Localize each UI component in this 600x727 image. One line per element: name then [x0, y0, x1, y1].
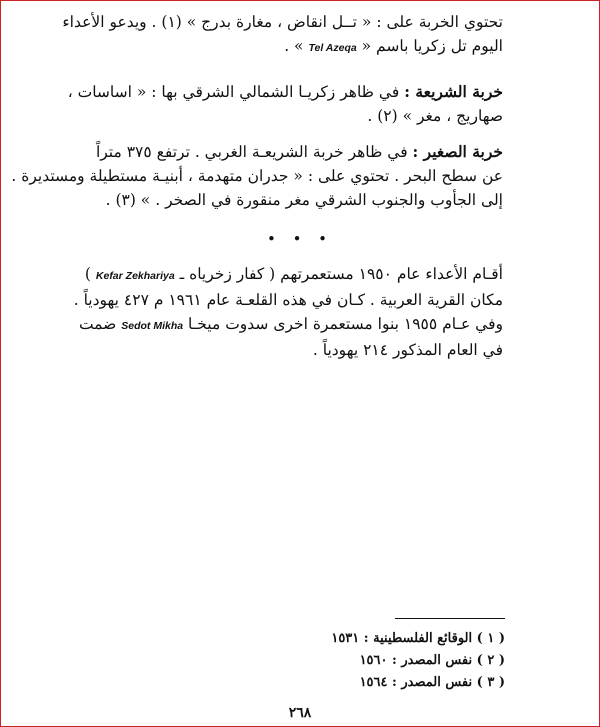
text-segment: وفي عـام ١٩٥٥ بنوا مستعمرة اخرى سدوت ميخـا: [188, 315, 503, 333]
entry-term: خربة الصغير :: [412, 142, 503, 161]
text-line: صهاريج ، مغر » (٢) .: [367, 107, 503, 125]
section-separator: • • •: [266, 230, 334, 248]
text-segment: اليوم تل زكريا باسم «: [361, 37, 503, 55]
text-segment: في ظاهر زكريـا الشمالي الشرقي بها : « اساسات ،: [67, 83, 400, 101]
text-line: مكان القرية العربية . كـان في هذه القلعـة عام ١٩٦١ م ٤٢٧ يهودياً .: [73, 291, 503, 309]
paragraph-settlements: [73, 262, 503, 362]
footnote-rule: [395, 618, 505, 619]
text-line: تحتوي الخربة على : « تــل انقاض ، مغارة بدرج » (١) . ويدعو الأعداء: [62, 13, 503, 31]
text-line: [67, 80, 503, 104]
footnote-1: ( ١ ) الوقائع الفلسطينية : ١٥٣١: [331, 631, 505, 646]
page-number: ٢٦٨: [288, 705, 312, 721]
footnote-2: ( ٢ ) نفس المصدر : ١٥٦٠: [359, 653, 505, 668]
entry-term: خربة الشريعة :: [404, 82, 503, 101]
text-line: [91, 34, 503, 60]
text-line: عن سطح البحر . تحتوي على : « جدران متهدمة ، أبنيـة مستطيلة ومستديرة .: [11, 167, 503, 185]
latin-name: Kefar Zekhariya: [95, 270, 175, 282]
text-line: في العام المذكور ٢١٤ يهودياً .: [312, 341, 503, 359]
text-segment: أقـام الأعداء عام ١٩٥٠ مستعمرتهم ( كفار زخرياه ـ: [179, 265, 503, 283]
text-segment: ): [84, 265, 91, 283]
latin-name: Sedot Mikha: [121, 320, 184, 332]
text-line: [91, 140, 503, 164]
paragraph-khirbat-al-saghir: [11, 140, 503, 212]
text-line: إلى الجأوب والجنوب الشرقي مغر منقورة في الصخر . » (٣) .: [105, 191, 503, 209]
text-segment: » .: [284, 37, 304, 55]
paragraph-khirbat-al-sharia: [67, 80, 503, 128]
latin-name: Tel Azeqa: [308, 42, 357, 54]
paragraph-tel-azeqa: [62, 10, 503, 60]
text-segment: في ظاهر خربة الشريعـة الغربي . ترتفع ٣٧٥ متراً: [95, 143, 408, 161]
text-line: [84, 262, 503, 288]
footnote-3: ( ٣ ) نفس المصدر : ١٥٦٤: [359, 675, 505, 690]
text-line: [78, 312, 503, 338]
text-segment: ضمت: [78, 315, 117, 333]
